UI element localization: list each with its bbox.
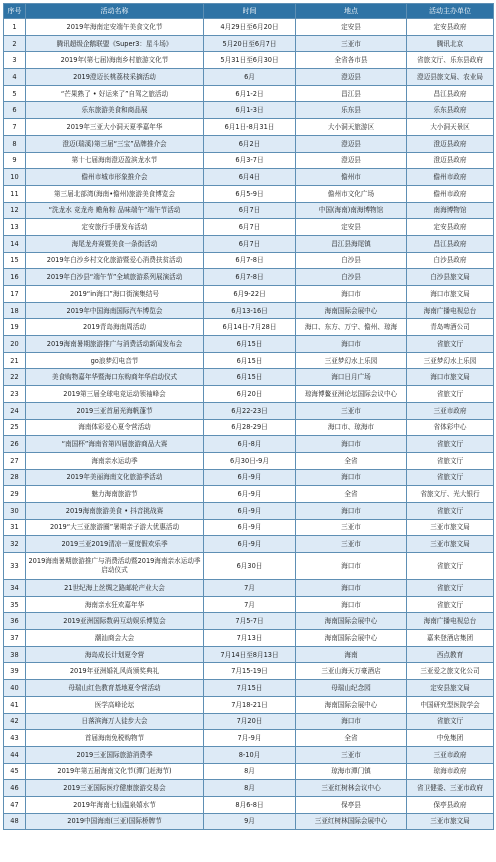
cell-time: 7月-9月 xyxy=(204,730,296,747)
cell-index: 39 xyxy=(4,663,26,680)
cell-organizer: 白沙县政府 xyxy=(407,252,494,269)
cell-index: 11 xyxy=(4,185,26,202)
cell-location: 全省 xyxy=(296,730,407,747)
table-row xyxy=(4,135,494,152)
cell-index: 29 xyxy=(4,486,26,503)
cell-activity-name: 美食购物嘉年华暨海口东购商年华启动仪式 xyxy=(26,369,204,386)
table-row xyxy=(4,19,494,36)
cell-location: 澄迈县 xyxy=(296,152,407,169)
cell-activity-name: 第三届北部湾(海南•儋州)旅游美食博览会 xyxy=(26,185,204,202)
cell-activity-name: 海南亲水运动季 xyxy=(26,452,204,469)
cell-time: 6月15日 xyxy=(204,369,296,386)
table-row xyxy=(4,369,494,386)
cell-location: 白沙县 xyxy=(296,252,407,269)
activity-table xyxy=(3,3,494,830)
cell-location: 大小洞天旅游区 xyxy=(296,119,407,136)
cell-activity-name: 21世纪海上丝绸之路邮轮产业大会 xyxy=(26,580,204,597)
cell-activity-name: 2019年中国海南国际汽车博览会 xyxy=(26,302,204,319)
cell-time: 6月1-3日 xyxy=(204,102,296,119)
cell-activity-name: 海尾龙舟赛暨美食一条街活动 xyxy=(26,235,204,252)
cell-activity-name: 2019年白沙乡村文化旅游暨爱心消费扶贫活动 xyxy=(26,252,204,269)
cell-organizer: 腾讯北京 xyxy=(407,35,494,52)
cell-time: 6月7日 xyxy=(204,235,296,252)
cell-index: 7 xyxy=(4,119,26,136)
cell-location: 全省 xyxy=(296,452,407,469)
cell-location: 昌江县 xyxy=(296,85,407,102)
cell-index: 34 xyxy=(4,580,26,597)
cell-organizer: 三亚爱之旅文化公司 xyxy=(407,663,494,680)
cell-activity-name: 首届海南免税购物节 xyxy=(26,730,204,747)
cell-time: 6月1日-8月31日 xyxy=(204,119,296,136)
cell-time: 7月18-21日 xyxy=(204,696,296,713)
cell-time: 6月-9月 xyxy=(204,469,296,486)
cell-time: 6月5-9日 xyxy=(204,185,296,202)
cell-time: 7月 xyxy=(204,596,296,613)
cell-organizer: 省旅文厅 xyxy=(407,336,494,353)
cell-index: 45 xyxy=(4,763,26,780)
cell-location: 三亚市 xyxy=(296,536,407,553)
cell-location: 海南国际会展中心 xyxy=(296,630,407,647)
table-row xyxy=(4,85,494,102)
activity-table-container xyxy=(3,3,493,830)
cell-time: 7月5-7日 xyxy=(204,613,296,630)
cell-activity-name: 乐东旅游美食和商品展 xyxy=(26,102,204,119)
table-row xyxy=(4,630,494,647)
cell-activity-name: go浪梦幻电音节 xyxy=(26,352,204,369)
cell-organizer: 中免集团 xyxy=(407,730,494,747)
cell-activity-name: 定安旅行手册发布活动 xyxy=(26,219,204,236)
cell-time: 6月3-7日 xyxy=(204,152,296,169)
table-row xyxy=(4,219,494,236)
cell-index: 41 xyxy=(4,696,26,713)
table-row xyxy=(4,352,494,369)
cell-organizer: 青岛啤酒公司 xyxy=(407,319,494,336)
table-row xyxy=(4,596,494,613)
cell-location: 琼海博鳌亚洲论坛国际会议中心 xyxy=(296,386,407,403)
cell-time: 9月 xyxy=(204,813,296,830)
table-row xyxy=(4,713,494,730)
cell-time: 6月-9月 xyxy=(204,519,296,536)
table-row xyxy=(4,613,494,630)
table-row xyxy=(4,52,494,69)
cell-index: 38 xyxy=(4,646,26,663)
cell-location: 保亭县 xyxy=(296,796,407,813)
table-row xyxy=(4,386,494,403)
table-row xyxy=(4,235,494,252)
cell-location: 白沙县 xyxy=(296,269,407,286)
cell-location: 三亚市 xyxy=(296,402,407,419)
cell-activity-name: 2019“大三亚旅游圈”暑期亲子游大优惠活动 xyxy=(26,519,204,536)
cell-time: 6月-8月 xyxy=(204,436,296,453)
cell-time: 6月13-16日 xyxy=(204,302,296,319)
cell-index: 12 xyxy=(4,202,26,219)
cell-activity-name: 海南亲水狂欢嘉年华 xyxy=(26,596,204,613)
cell-location: 海口、东方、万宁、儋州、琼海 xyxy=(296,319,407,336)
cell-activity-name: 2019年白沙县“端午节”全域旅游系列展演活动 xyxy=(26,269,204,286)
cell-organizer: 澄迈县政府 xyxy=(407,135,494,152)
cell-activity-name: 儋州市城市形象推介会 xyxy=(26,169,204,186)
cell-organizer: 嘉来登酒店集团 xyxy=(407,630,494,647)
cell-organizer: 儋州市政府 xyxy=(407,169,494,186)
table-row xyxy=(4,402,494,419)
table-row xyxy=(4,436,494,453)
table-body xyxy=(4,19,494,830)
cell-organizer: 海南广播电视总台 xyxy=(407,613,494,630)
cell-organizer: 西点教育 xyxy=(407,646,494,663)
cell-location: 三亚梦幻水上乐园 xyxy=(296,352,407,369)
table-row xyxy=(4,152,494,169)
cell-location: 中国(海南)南海博物馆 xyxy=(296,202,407,219)
cell-index: 25 xyxy=(4,419,26,436)
cell-organizer: 昌江县政府 xyxy=(407,235,494,252)
cell-activity-name: 母瑞山红色教育基地夏令营活动 xyxy=(26,680,204,697)
cell-index: 37 xyxy=(4,630,26,647)
table-row xyxy=(4,302,494,319)
cell-location: 海口市 xyxy=(296,502,407,519)
cell-organizer: 省旅文厅 xyxy=(407,386,494,403)
cell-time: 7月15-19日 xyxy=(204,663,296,680)
cell-time: 8月 xyxy=(204,763,296,780)
cell-organizer: 定安县政府 xyxy=(407,19,494,36)
cell-location: 海南 xyxy=(296,646,407,663)
cell-location: 海口市、琼海市 xyxy=(296,419,407,436)
cell-organizer: 保亭县政府 xyxy=(407,796,494,813)
cell-index: 5 xyxy=(4,85,26,102)
cell-index: 44 xyxy=(4,746,26,763)
cell-index: 47 xyxy=(4,796,26,813)
cell-location: 海口市 xyxy=(296,286,407,303)
cell-activity-name: 2019三亚2019清凉一夏度假欢乐季 xyxy=(26,536,204,553)
cell-index: 22 xyxy=(4,369,26,386)
cell-activity-name: 医学高峰论坛 xyxy=(26,696,204,713)
table-row xyxy=(4,780,494,797)
header-location: 地点 xyxy=(296,4,407,19)
table-row xyxy=(4,202,494,219)
cell-location: 海口市 xyxy=(296,336,407,353)
cell-index: 24 xyxy=(4,402,26,419)
cell-index: 32 xyxy=(4,536,26,553)
table-row xyxy=(4,119,494,136)
cell-time: 6月20日 xyxy=(204,386,296,403)
cell-location: 三亚市 xyxy=(296,746,407,763)
cell-activity-name: 澄迈(瑞溪)第三届“三宝”品牌推介会 xyxy=(26,135,204,152)
cell-activity-name: 2019三亚国际旅游消费季 xyxy=(26,746,204,763)
cell-index: 43 xyxy=(4,730,26,747)
cell-organizer: 澄迈县旅文局、农业局 xyxy=(407,69,494,86)
cell-location: 母瑞山纪念园 xyxy=(296,680,407,697)
cell-organizer: 定安县政府 xyxy=(407,219,494,236)
cell-index: 35 xyxy=(4,596,26,613)
cell-location: 海口日月广场 xyxy=(296,369,407,386)
cell-location: 三亚红树林会议中心 xyxy=(296,780,407,797)
cell-location: 儋州市文化广场 xyxy=(296,185,407,202)
cell-organizer: 海口市旅文局 xyxy=(407,286,494,303)
header-time: 时间 xyxy=(204,4,296,19)
header-activity-name: 活动名称 xyxy=(26,4,204,19)
cell-index: 26 xyxy=(4,436,26,453)
table-row xyxy=(4,519,494,536)
cell-location: 乐东县 xyxy=(296,102,407,119)
cell-activity-name: 海南体彩爱心夏令营活动 xyxy=(26,419,204,436)
cell-organizer: 乐东县政府 xyxy=(407,102,494,119)
cell-time: 6月7日 xyxy=(204,202,296,219)
table-row xyxy=(4,169,494,186)
cell-location: 儋州市 xyxy=(296,169,407,186)
cell-time: 8月6-8日 xyxy=(204,796,296,813)
cell-index: 48 xyxy=(4,813,26,830)
cell-location: 三亚山海天万豪酒店 xyxy=(296,663,407,680)
cell-organizer: 省体彩中心 xyxy=(407,419,494,436)
cell-location: 琼海市潭门镇 xyxy=(296,763,407,780)
cell-index: 27 xyxy=(4,452,26,469)
table-row xyxy=(4,646,494,663)
cell-index: 19 xyxy=(4,319,26,336)
cell-time: 6月22-23日 xyxy=(204,402,296,419)
cell-time: 8月 xyxy=(204,780,296,797)
cell-time: 5月20日至6月7日 xyxy=(204,35,296,52)
table-row xyxy=(4,102,494,119)
cell-organizer: 三亚市旅文局 xyxy=(407,519,494,536)
cell-location: 澄迈县 xyxy=(296,135,407,152)
cell-organizer: 澄迈县政府 xyxy=(407,152,494,169)
table-row xyxy=(4,730,494,747)
cell-organizer: 省旅文厅 xyxy=(407,436,494,453)
table-row xyxy=(4,536,494,553)
cell-organizer: 省卫健委、三亚市政府 xyxy=(407,780,494,797)
cell-time: 7月 xyxy=(204,580,296,597)
cell-time: 6月30日 xyxy=(204,553,296,580)
cell-time: 6月4日 xyxy=(204,169,296,186)
cell-organizer: 三亚市政府 xyxy=(407,746,494,763)
cell-time: 6月9-22日 xyxy=(204,286,296,303)
cell-time: 6月15日 xyxy=(204,352,296,369)
cell-index: 42 xyxy=(4,713,26,730)
cell-location: 海口市 xyxy=(296,436,407,453)
table-row xyxy=(4,663,494,680)
cell-index: 13 xyxy=(4,219,26,236)
cell-time: 6月1-2日 xyxy=(204,85,296,102)
cell-time: 7月14日至8月13日 xyxy=(204,646,296,663)
cell-activity-name: 2019亚洲国际数码互动娱乐博览会 xyxy=(26,613,204,630)
cell-location: 海口市 xyxy=(296,469,407,486)
cell-organizer: 中国研究型医院学会 xyxy=(407,696,494,713)
cell-time: 6月14日-7月28日 xyxy=(204,319,296,336)
table-row xyxy=(4,486,494,503)
cell-activity-name: 2019海南暑期旅游推广与消费活动暨2019海南亲水运动季启动仪式 xyxy=(26,553,204,580)
cell-location: 昌江县海尾镇 xyxy=(296,235,407,252)
cell-organizer: 白沙县旅文局 xyxy=(407,269,494,286)
cell-activity-name: 2019青岛海南周活动 xyxy=(26,319,204,336)
cell-activity-name: 2019年(第七届)海南乡村旅游文化节 xyxy=(26,52,204,69)
cell-index: 36 xyxy=(4,613,26,630)
cell-time: 7月15日 xyxy=(204,680,296,697)
cell-organizer: 儋州市政府 xyxy=(407,185,494,202)
cell-index: 20 xyxy=(4,336,26,353)
cell-time: 8-10月 xyxy=(204,746,296,763)
cell-organizer: 琼海市政府 xyxy=(407,763,494,780)
cell-index: 33 xyxy=(4,553,26,580)
cell-index: 23 xyxy=(4,386,26,403)
cell-activity-name: “南国杯”海南省第四届旅游商品大赛 xyxy=(26,436,204,453)
cell-index: 17 xyxy=(4,286,26,303)
table-row xyxy=(4,813,494,830)
cell-index: 21 xyxy=(4,352,26,369)
cell-time: 6月-9月 xyxy=(204,536,296,553)
cell-activity-name: 2019年美丽海南文化旅游季活动 xyxy=(26,469,204,486)
cell-time: 7月13日 xyxy=(204,630,296,647)
cell-index: 8 xyxy=(4,135,26,152)
cell-activity-name: 2019第三届全球电竞运动领袖峰会 xyxy=(26,386,204,403)
cell-location: 海口市 xyxy=(296,580,407,597)
cell-time: 6月-9月 xyxy=(204,486,296,503)
cell-activity-name: 2019年海南定安端午美食文化节 xyxy=(26,19,204,36)
cell-location: 三亚市 xyxy=(296,35,407,52)
cell-time: 6月2日 xyxy=(204,135,296,152)
cell-activity-name: 腾讯超级企鹅联盟《Super3：星斗场》 xyxy=(26,35,204,52)
table-row xyxy=(4,185,494,202)
cell-location: 定安县 xyxy=(296,219,407,236)
cell-organizer: 海南广播电视总台 xyxy=(407,302,494,319)
cell-location: 全省各市县 xyxy=(296,52,407,69)
cell-activity-name: 2019“in海口”海口街演集结号 xyxy=(26,286,204,303)
cell-index: 40 xyxy=(4,680,26,697)
cell-organizer: 大小洞天景区 xyxy=(407,119,494,136)
table-row xyxy=(4,419,494,436)
cell-activity-name: 第十七届海南澄迈盈滨龙水节 xyxy=(26,152,204,169)
cell-time: 6月 xyxy=(204,69,296,86)
cell-organizer: 南海博物馆 xyxy=(407,202,494,219)
cell-organizer: 省旅文厅、光大银行 xyxy=(407,486,494,503)
cell-organizer: 三亚市旅文局 xyxy=(407,813,494,830)
cell-activity-name: 2019海南暑期旅游推广与消费活动新闻发布会 xyxy=(26,336,204,353)
cell-time: 6月7-8日 xyxy=(204,252,296,269)
cell-index: 1 xyxy=(4,19,26,36)
table-row xyxy=(4,553,494,580)
cell-time: 4月29日至6月20日 xyxy=(204,19,296,36)
cell-index: 14 xyxy=(4,235,26,252)
table-row xyxy=(4,252,494,269)
cell-activity-name: 2019年海南七仙温泉嬉水节 xyxy=(26,796,204,813)
cell-location: 海口市 xyxy=(296,596,407,613)
cell-organizer: 省旅文厅 xyxy=(407,553,494,580)
cell-organizer: 省旅文厅 xyxy=(407,713,494,730)
cell-activity-name: 潮汕商会大会 xyxy=(26,630,204,647)
cell-activity-name: 2019年三亚大小洞天夏季嘉年华 xyxy=(26,119,204,136)
cell-time: 6月7日 xyxy=(204,219,296,236)
cell-activity-name: 2019年第五届海南文化节(潭门赶海节) xyxy=(26,763,204,780)
header-index: 序号 xyxy=(4,4,26,19)
cell-activity-name: 海岛成长计划夏令营 xyxy=(26,646,204,663)
cell-activity-name: 2019澄迈长桃荔枝采摘活动 xyxy=(26,69,204,86)
cell-index: 15 xyxy=(4,252,26,269)
table-row xyxy=(4,469,494,486)
cell-time: 5月31日至6月30日 xyxy=(204,52,296,69)
cell-location: 海口市 xyxy=(296,713,407,730)
cell-location: 三亚市 xyxy=(296,519,407,536)
cell-organizer: 省旅文厅 xyxy=(407,596,494,613)
cell-index: 4 xyxy=(4,69,26,86)
cell-organizer: 省旅文厅 xyxy=(407,469,494,486)
cell-activity-name: 2019三亚首届光海帆蓬节 xyxy=(26,402,204,419)
cell-organizer: 昌江县政府 xyxy=(407,85,494,102)
cell-location: 海口市 xyxy=(296,553,407,580)
cell-activity-name: 魅力海南旅游节 xyxy=(26,486,204,503)
cell-time: 7月20日 xyxy=(204,713,296,730)
table-row xyxy=(4,502,494,519)
table-row xyxy=(4,680,494,697)
table-row xyxy=(4,286,494,303)
table-row xyxy=(4,796,494,813)
table-header-row xyxy=(4,4,494,19)
cell-index: 28 xyxy=(4,469,26,486)
cell-index: 2 xyxy=(4,35,26,52)
cell-organizer: 省旅文厅 xyxy=(407,452,494,469)
cell-index: 6 xyxy=(4,102,26,119)
cell-organizer: 三亚市政府 xyxy=(407,402,494,419)
cell-activity-name: “洗龙水 竞龙舟 赡角粽 品味端午”端午节活动 xyxy=(26,202,204,219)
table-row xyxy=(4,69,494,86)
header-organizer: 活动主办单位 xyxy=(407,4,494,19)
cell-location: 海南国际会展中心 xyxy=(296,302,407,319)
cell-location: 海南国际会展中心 xyxy=(296,613,407,630)
cell-index: 30 xyxy=(4,502,26,519)
cell-activity-name: 2019三亚国际医疗健康旅游交易会 xyxy=(26,780,204,797)
cell-time: 6月15日 xyxy=(204,336,296,353)
cell-index: 16 xyxy=(4,269,26,286)
cell-organizer: 省旅文厅、乐东县政府 xyxy=(407,52,494,69)
table-row xyxy=(4,763,494,780)
table-row xyxy=(4,269,494,286)
cell-location: 澄迈县 xyxy=(296,69,407,86)
cell-organizer: 海口市旅文局 xyxy=(407,369,494,386)
cell-activity-name: 2019中国海南(三亚)国际桥牌节 xyxy=(26,813,204,830)
table-row xyxy=(4,696,494,713)
cell-index: 46 xyxy=(4,780,26,797)
cell-index: 3 xyxy=(4,52,26,69)
cell-activity-name: 2019年亚洲婚礼风尚颁奖典礼 xyxy=(26,663,204,680)
cell-time: 6月-9月 xyxy=(204,502,296,519)
cell-location: 三亚红树林国际会展中心 xyxy=(296,813,407,830)
cell-time: 6月30日-9月 xyxy=(204,452,296,469)
table-row xyxy=(4,580,494,597)
cell-organizer: 省旅文厅 xyxy=(407,580,494,597)
cell-location: 定安县 xyxy=(296,19,407,36)
table-row xyxy=(4,319,494,336)
cell-index: 31 xyxy=(4,519,26,536)
cell-time: 6月28-29日 xyxy=(204,419,296,436)
cell-index: 10 xyxy=(4,169,26,186)
cell-time: 6月7-8日 xyxy=(204,269,296,286)
cell-activity-name: “芒果熟了 • 好运来了”自驾之旅活动 xyxy=(26,85,204,102)
cell-activity-name: 2019海南旅游美食 • 抖音挑战赛 xyxy=(26,502,204,519)
cell-organizer: 定安县旅文局 xyxy=(407,680,494,697)
cell-organizer: 三亚市旅文局 xyxy=(407,536,494,553)
table-row xyxy=(4,336,494,353)
cell-organizer: 三亚梦幻水上乐园 xyxy=(407,352,494,369)
table-row xyxy=(4,746,494,763)
cell-index: 9 xyxy=(4,152,26,169)
table-row xyxy=(4,35,494,52)
cell-index: 18 xyxy=(4,302,26,319)
cell-activity-name: 日落滨海万人徒步大会 xyxy=(26,713,204,730)
cell-organizer: 省旅文厅 xyxy=(407,502,494,519)
cell-location: 海南国际会展中心 xyxy=(296,696,407,713)
table-row xyxy=(4,452,494,469)
cell-location: 全省 xyxy=(296,486,407,503)
